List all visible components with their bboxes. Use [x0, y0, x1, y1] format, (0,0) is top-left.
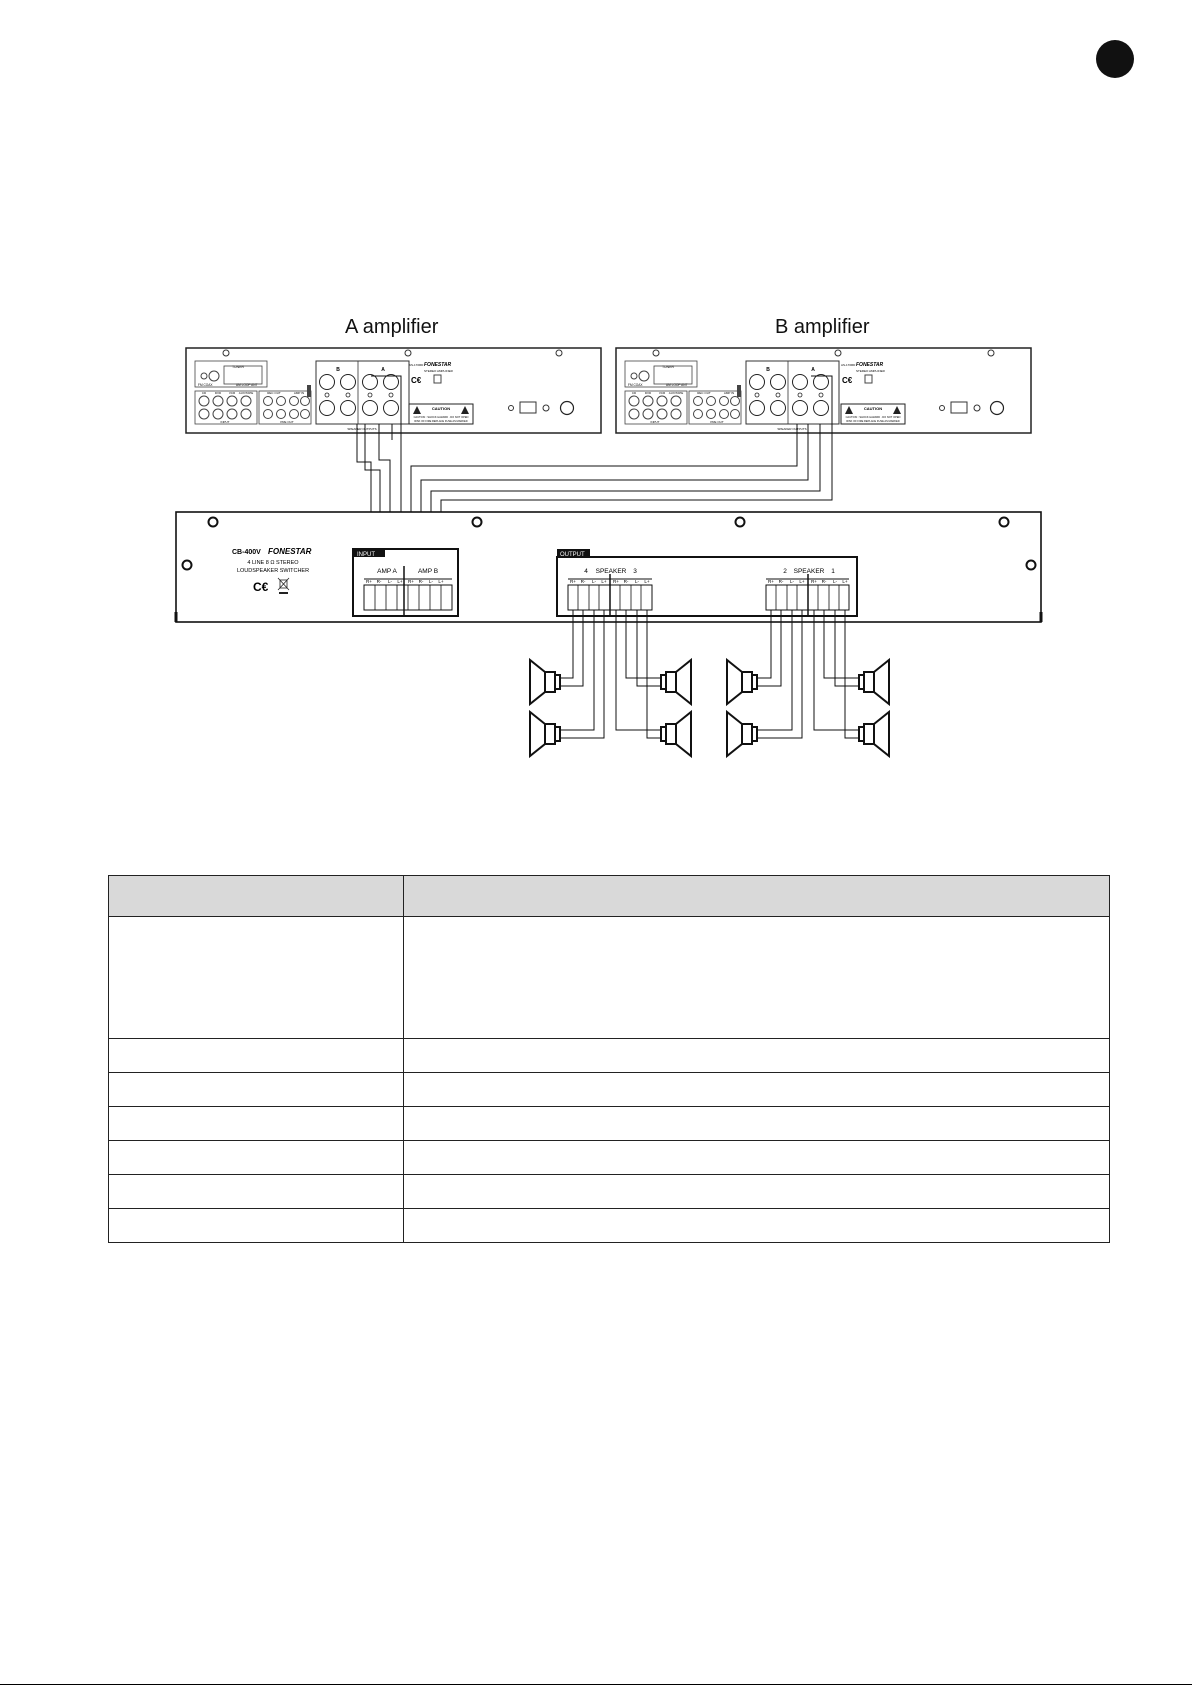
- spec-table: [108, 875, 1110, 1243]
- out3-lp: L+: [644, 579, 650, 584]
- table-cell: [109, 1107, 404, 1141]
- a-caution-title: CAUTION: [431, 406, 451, 411]
- speaker-4-number: 4: [584, 568, 588, 575]
- a-amplifier-panel: [186, 348, 601, 433]
- in-a-rm: R-: [376, 579, 382, 584]
- out3-rp: R+: [612, 579, 620, 584]
- cb400v-switcher-panel: [176, 512, 1041, 622]
- speaker-4-3-label: SPEAKER: [595, 568, 627, 575]
- speaker-4-right-icon: [530, 712, 560, 756]
- table-row: [109, 1175, 1110, 1209]
- out4-rp: R+: [569, 579, 577, 584]
- b-input-dvd: DVD: [644, 391, 652, 395]
- in-a-lm: L-: [387, 579, 393, 584]
- speaker-1-number: 1: [831, 568, 835, 575]
- a-model-sub: STEREO AMPLIFIER: [424, 369, 453, 373]
- b-caution-line2: RISK OF FIRE REPLACE FUSE AS MARKED: [846, 420, 900, 423]
- speaker-2-left-icon: [727, 660, 757, 704]
- table-cell: [404, 1209, 1110, 1243]
- out1-rp: R+: [810, 579, 818, 584]
- table-row: [109, 1107, 1110, 1141]
- a-model: AS-170RD: [409, 363, 424, 367]
- b-brand: FONESTAR: [856, 362, 884, 368]
- input-tab-label: INPUT: [357, 552, 375, 558]
- b-input-aux: AUX/TAPE: [668, 391, 684, 395]
- switcher-subtitle-2: LOUDSPEAKER SWITCHER: [236, 568, 310, 574]
- b-caution-line1: CAUTION : SHOCK HAZARD · DO NOT OPEN: [845, 416, 901, 419]
- a-caution-line2: RISK OF FIRE REPLACE FUSE AS MARKED: [414, 420, 468, 423]
- b-fm-coax-label: FM COAX: [628, 383, 643, 387]
- in-b-rm: R-: [418, 579, 424, 584]
- out3-lm: L-: [634, 579, 640, 584]
- b-pre-out: PRE OUT: [710, 420, 724, 424]
- table-cell: [404, 1141, 1110, 1175]
- b-input-cd: CD: [631, 391, 637, 395]
- a-pre-out: PRE OUT: [280, 420, 294, 424]
- out4-rm: R-: [580, 579, 586, 584]
- a-amplifier-title: A amplifier: [345, 316, 439, 338]
- a-fm-coax-label: FM COAX: [198, 383, 213, 387]
- a-am-loop-label: AM LOOP ANT: [236, 383, 258, 387]
- table-cell: [404, 1039, 1110, 1073]
- b-tuner-label: TUNER: [662, 365, 675, 369]
- b-speaker-outputs: SPEAKER OUTPUTS: [777, 427, 807, 431]
- a-tuner-label: TUNER: [232, 365, 245, 369]
- table-cell: [109, 917, 404, 1039]
- table-header-row: [109, 876, 1110, 917]
- connection-diagram: [0, 0, 1192, 780]
- table-row: [109, 1209, 1110, 1243]
- switcher-model: CB-400V: [232, 549, 261, 556]
- out1-lp: L+: [842, 579, 848, 584]
- out4-lp: L+: [601, 579, 607, 584]
- table-cell: [404, 1073, 1110, 1107]
- b-input-label: INPUT: [650, 420, 660, 424]
- in-b-lm: L-: [428, 579, 434, 584]
- a-input-dvd: DVD: [214, 391, 222, 395]
- table-row: [109, 1039, 1110, 1073]
- b-caution-title: CAUTION: [863, 406, 883, 411]
- speaker-1-left-icon: [859, 660, 889, 704]
- a-ce-mark: C€: [411, 376, 422, 385]
- a-speaker-outputs: SPEAKER OUTPUTS: [347, 427, 377, 431]
- in-b-rp: R+: [407, 579, 415, 584]
- a-input-vcr: VCR: [228, 391, 236, 395]
- out1-rm: R-: [821, 579, 827, 584]
- b-amplifier-title: B amplifier: [775, 316, 870, 338]
- b-input-vcr: VCR: [658, 391, 666, 395]
- amp-a-label: AMP A: [377, 568, 397, 575]
- b-amp-in: AMP IN: [723, 391, 735, 395]
- speaker-3-right-icon: [661, 712, 691, 756]
- speaker-3-number: 3: [633, 568, 637, 575]
- table-header-cell: [109, 876, 404, 917]
- out1-lm: L-: [832, 579, 838, 584]
- switcher-ce-mark: C€: [253, 580, 269, 594]
- a-caution-line1: CAUTION : SHOCK HAZARD · DO NOT OPEN: [413, 416, 469, 419]
- b-amplifier-panel: [616, 348, 1031, 433]
- table-cell: [109, 1073, 404, 1107]
- out2-lm: L-: [789, 579, 795, 584]
- table-cell: [404, 1175, 1110, 1209]
- speaker-2-number: 2: [783, 568, 787, 575]
- b-model: AS-170RD: [841, 363, 856, 367]
- out2-rp: R+: [767, 579, 775, 584]
- switcher-subtitle-1: 4 LINE 8 Ω STEREO: [247, 560, 299, 566]
- out3-rm: R-: [623, 579, 629, 584]
- a-input-cd: CD: [201, 391, 207, 395]
- output-tab-label: OUTPUT: [560, 552, 585, 558]
- table-header-cell: [404, 876, 1110, 917]
- amp-b-label: AMP B: [417, 568, 439, 575]
- table-cell: [109, 1209, 404, 1243]
- in-a-lp: L+: [397, 579, 403, 584]
- b-group-b: B: [766, 367, 770, 373]
- out4-lm: L-: [591, 579, 597, 584]
- table-cell: [109, 1039, 404, 1073]
- table-cell: [109, 1141, 404, 1175]
- a-input-aux: AUX/TAPE: [238, 391, 254, 395]
- table-row: [109, 1073, 1110, 1107]
- out2-rm: R-: [778, 579, 784, 584]
- speaker-wires: [560, 610, 859, 738]
- table-row: [109, 917, 1110, 1039]
- a-group-a: A: [381, 367, 385, 373]
- speaker-4-left-icon: [530, 660, 560, 704]
- b-model-sub: STEREO AMPLIFIER: [856, 369, 885, 373]
- speaker-2-1-label: SPEAKER: [793, 568, 825, 575]
- a-amp-in: AMP IN: [293, 391, 305, 395]
- a-brand: FONESTAR: [424, 362, 452, 368]
- b-am-loop-label: AM LOOP ANT: [666, 383, 688, 387]
- table-row: [109, 1141, 1110, 1175]
- in-a-rp: R+: [365, 579, 373, 584]
- a-input-label: INPUT: [220, 420, 230, 424]
- table-cell: [404, 917, 1110, 1039]
- speaker-3-left-icon: [661, 660, 691, 704]
- a-group-b: B: [336, 367, 340, 373]
- out2-lp: L+: [799, 579, 805, 584]
- speaker-2-right-icon: [727, 712, 757, 756]
- in-b-lp: L+: [438, 579, 444, 584]
- b-ce-mark: C€: [842, 376, 853, 385]
- a-rec-out: REC OUT: [267, 391, 281, 395]
- speaker-1-right-icon: [859, 712, 889, 756]
- table-cell: [109, 1175, 404, 1209]
- b-rec-out: REC OUT: [697, 391, 711, 395]
- table-cell: [404, 1107, 1110, 1141]
- b-group-a: A: [811, 367, 815, 373]
- switcher-brand: FONESTAR: [268, 547, 312, 556]
